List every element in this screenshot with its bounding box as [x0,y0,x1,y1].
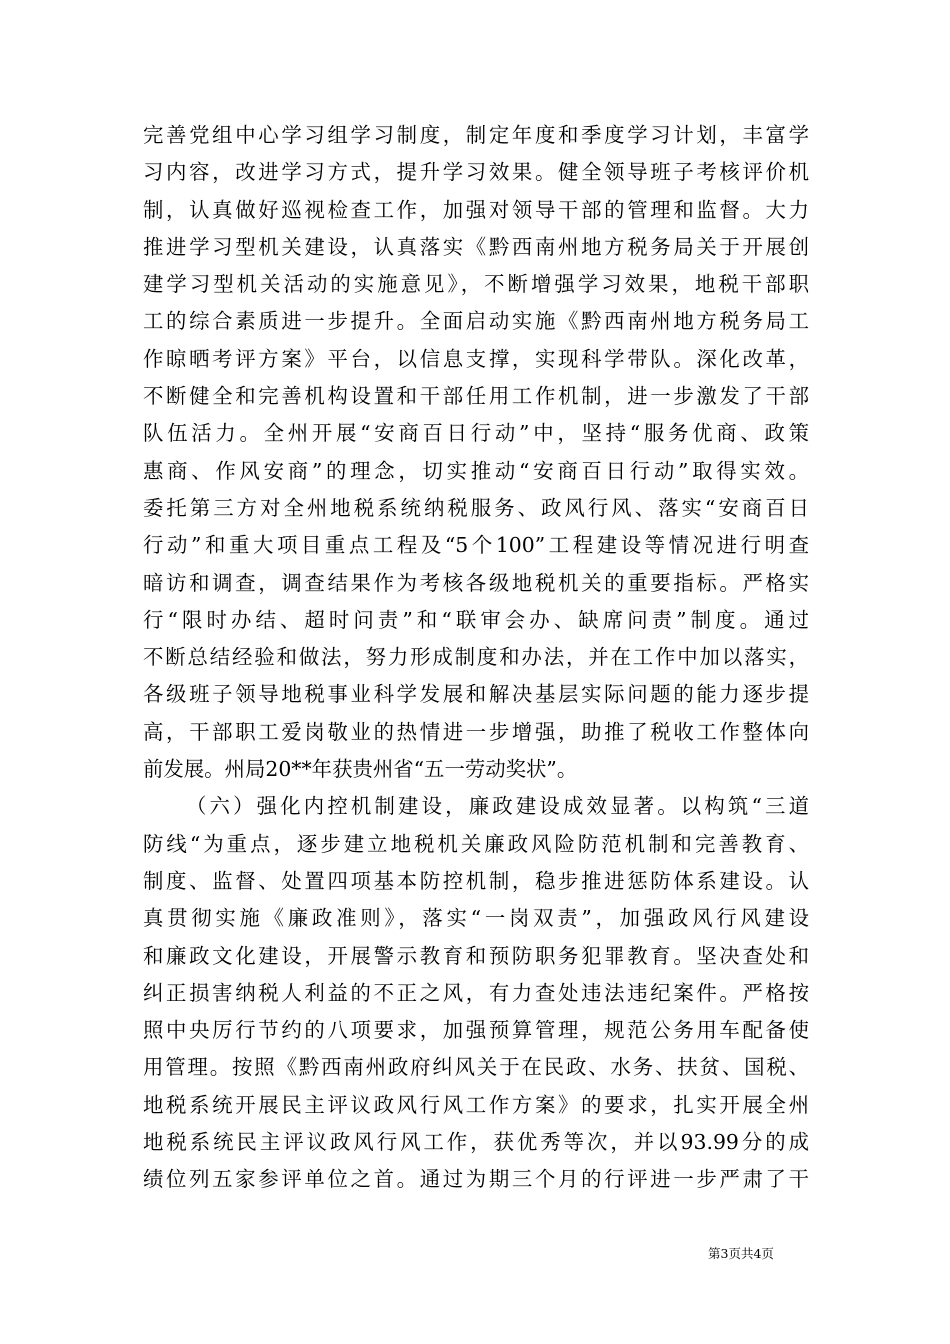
text-line: 行“限时办结、超时问责”和“联审会办、缺席问责”制度。通过 [143,607,809,632]
text-line: 地税系统民主评议政风行风工作，获优秀等次，并以93.99分的成 [143,1130,809,1155]
text-line: 不断总结经验和做法，努力形成制度和办法，并在工作中加以落实， [143,645,809,670]
text-line: 纠正损害纳税人利益的不正之风，有力查处违法违纪案件。严格按 [143,980,809,1005]
page-number-footer: 第3页共4页 [708,1246,774,1261]
text-line: 各级班子领导地税事业科学发展和解决基层实际问题的能力逐步提 [143,682,809,707]
text-line: 行动”和重大项目重点工程及“5个100”工程建设等情况进行明查 [143,533,809,558]
text-line: 绩位列五家参评单位之首。通过为期三个月的行评进一步严肃了干 [143,1167,809,1192]
text-line: 惠商、作风安商”的理念，切实推动“安商百日行动”取得实效。 [143,458,809,483]
text-line: 防线“为重点，逐步建立地税机关廉政风险防范机制和完善教育、 [143,831,809,856]
text-line: 用管理。按照《黔西南州政府纠风关于在民政、水务、扶贫、国税、 [143,1055,809,1080]
text-line: 高，干部职工爱岗敬业的热情进一步增强，助推了税收工作整体向 [143,719,809,744]
text-line: 地税系统开展民主评议政风行风工作方案》的要求，扎实开展全州 [143,1092,809,1117]
text-line: 真贯彻实施《廉政准则》，落实“一岗双责”，加强政风行风建设 [143,906,809,931]
text-line: 照中央厉行节约的八项要求，加强预算管理，规范公务用车配备使 [143,1018,809,1043]
text-line: 制度、监督、处置四项基本防控机制，稳步推进惩防体系建设。认 [143,868,809,893]
text-line: 推进学习型机关建设，认真落实《黔西南州地方税务局关于开展创 [143,234,809,259]
text-line: 队伍活力。全州开展“安商百日行动”中，坚持“服务优商、政策 [143,421,809,446]
body-text [143,117,809,1199]
text-line: 习内容，改进学习方式，提升学习效果。健全领导班子考核评价机 [143,160,809,185]
text-line: 不断健全和完善机构设置和干部任用工作机制，进一步激发了干部 [143,384,809,409]
text-line: 暗访和调查，调查结果作为考核各级地税机关的重要指标。严格实 [143,570,809,595]
text-line: 委托第三方对全州地税系统纳税服务、政风行风、落实“安商百日 [143,495,809,520]
text-line: 工的综合素质进一步提升。全面启动实施《黔西南州地方税务局工 [143,309,809,334]
text-line: 制，认真做好巡视检查工作，加强对领导干部的管理和监督。大力 [143,197,809,222]
text-line: 完善党组中心学习组学习制度，制定年度和季度学习计划，丰富学 [143,123,809,147]
text-line: 和廉政文化建设，开展警示教育和预防职务犯罪教育。坚决查处和 [143,943,809,968]
text-line: 作晾晒考评方案》平台，以信息支撑，实现科学带队。深化改革， [143,346,809,371]
section-heading-line: （六）强化内控机制建设，廉政建设成效显著。以构筑“三道 [186,794,809,819]
text-line: 前发展。州局20**年获贵州省“五一劳动奖状”。 [143,757,578,782]
text-line: 建学习型机关活动的实施意见》，不断增强学习效果，地税干部职 [143,272,809,297]
